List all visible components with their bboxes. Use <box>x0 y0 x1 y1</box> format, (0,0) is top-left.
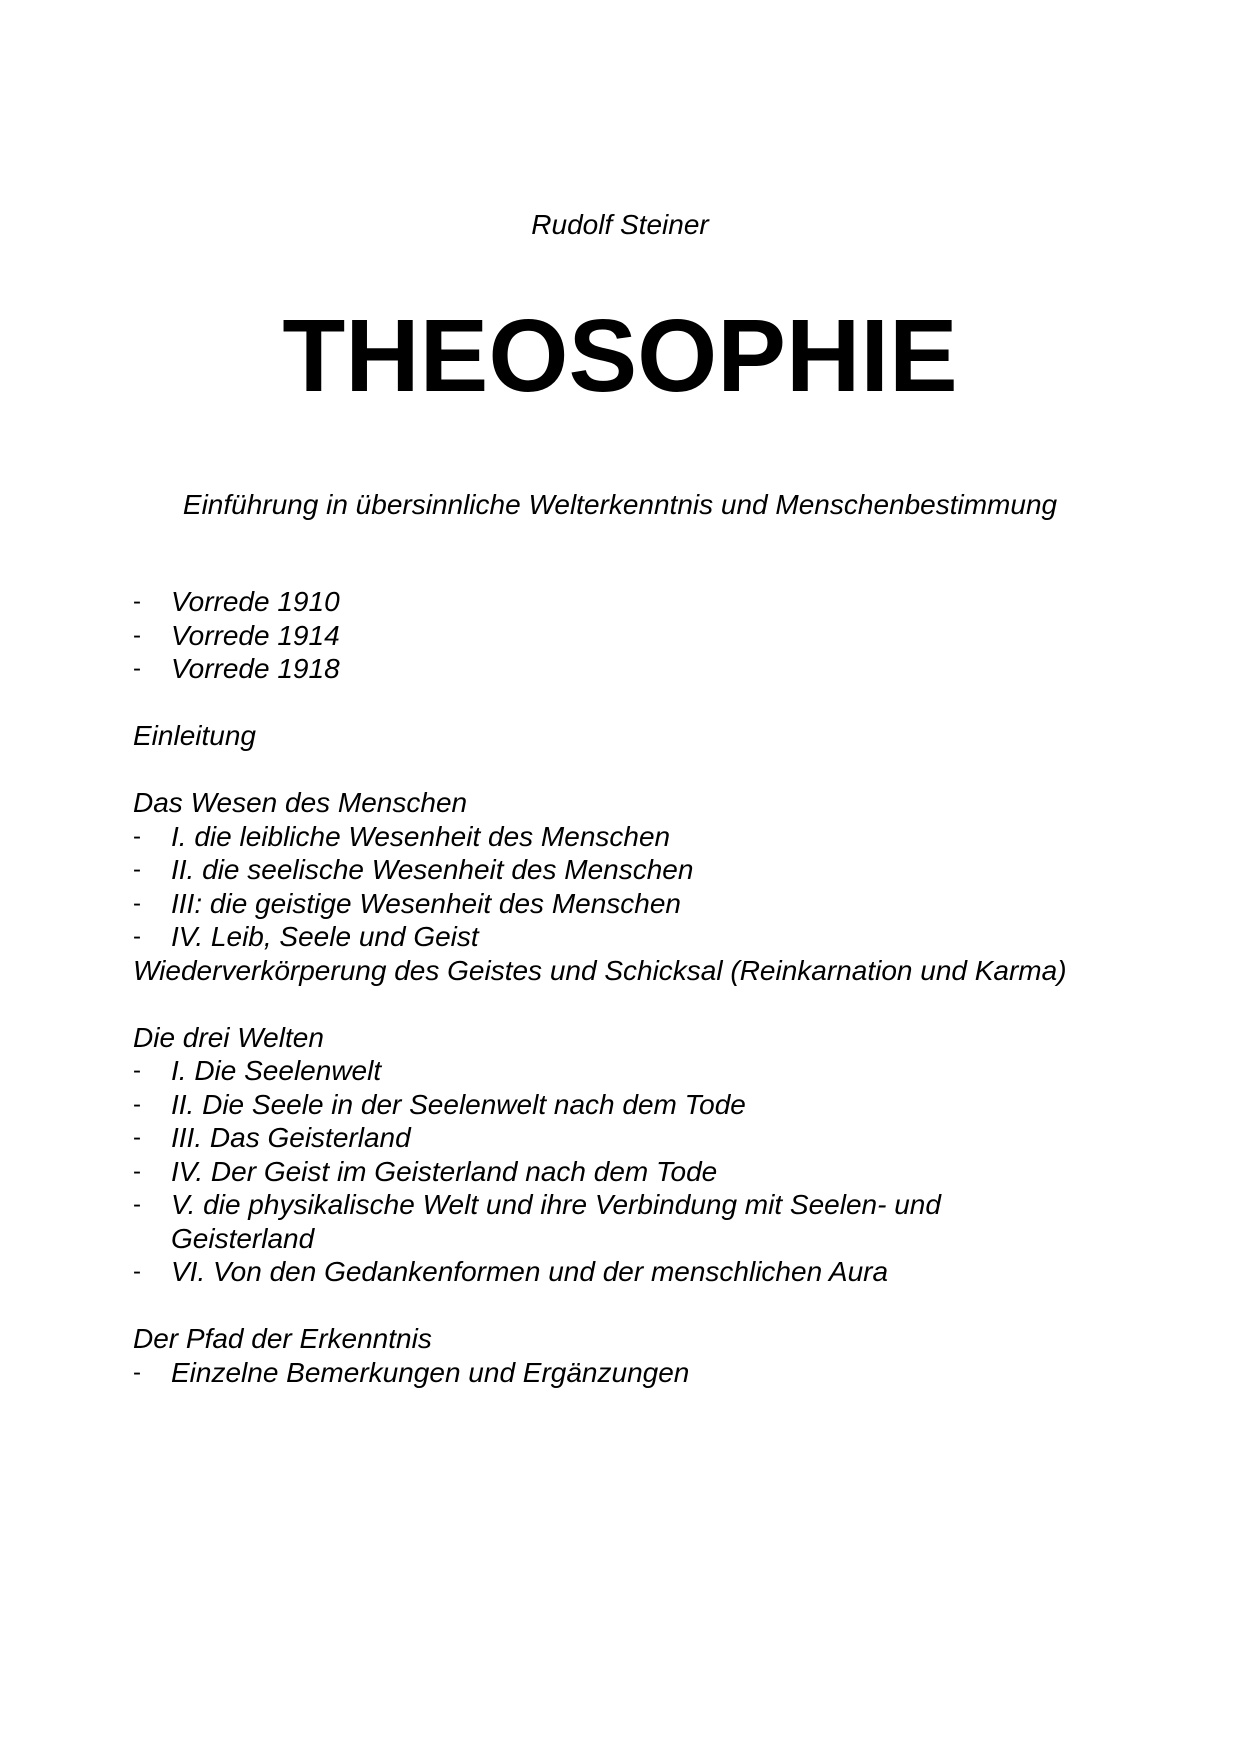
toc-group-pfad <box>133 1322 1213 1389</box>
toc-item <box>133 1054 1213 1088</box>
toc-item-label: V. die physikalische Welt und ihre Verbindung mit Seelen- und Geisterland <box>171 1189 941 1254</box>
bullet-dash: - <box>133 1157 141 1185</box>
toc-item <box>133 1255 1213 1289</box>
toc-heading-wiederverkoerperung: Wiederverkörperung des Geistes und Schicksal (Reinkarnation und Karma) <box>133 954 1067 986</box>
toc-item <box>133 585 1213 619</box>
bullet-dash: - <box>133 588 141 615</box>
toc-item-label: III: die geistige Wesenheit des Menschen <box>171 887 682 919</box>
toc-item <box>133 853 1213 887</box>
author-name: Rudolf Steiner <box>531 209 709 240</box>
toc-item <box>133 1188 1213 1255</box>
toc-group-wesen <box>133 786 1213 987</box>
toc-item-label: Vorrede 1914 <box>171 619 340 651</box>
toc-item <box>133 1155 1213 1189</box>
toc-item-label: II. Die Seele in der Seelenwelt nach dem Tode <box>171 1088 746 1120</box>
bullet-dash: - <box>133 621 141 649</box>
toc-item <box>133 920 1213 954</box>
toc-item <box>133 652 1213 686</box>
toc-item <box>133 1121 1213 1155</box>
bullet-dash: - <box>133 889 141 917</box>
bullet-dash: - <box>133 1191 141 1218</box>
book-title: THEOSOPHIE <box>282 298 958 413</box>
toc-item-label: IV. Der Geist im Geisterland nach dem Tode <box>171 1155 718 1187</box>
toc-heading-pfad: Der Pfad der Erkenntnis <box>133 1323 432 1354</box>
toc-item-label: III. Das Geisterland <box>171 1122 411 1153</box>
book-subtitle: Einführung in übersinnliche Welterkenntnis und Menschenbestimmung <box>182 489 1058 520</box>
toc-group-einleitung <box>133 719 1213 753</box>
toc-item <box>133 619 1213 653</box>
bullet-dash: - <box>133 1057 141 1084</box>
toc-group-welten <box>133 1021 1213 1289</box>
toc-item <box>133 1356 1213 1390</box>
toc-heading-wesen: Das Wesen des Menschen <box>133 787 468 818</box>
toc-item <box>133 887 1213 921</box>
bullet-dash: - <box>133 1124 141 1151</box>
bullet-dash: - <box>133 1358 141 1386</box>
toc-item-label: Vorrede 1910 <box>171 586 340 617</box>
toc-item-label: II. die seelische Wesenheit des Menschen <box>171 854 694 885</box>
toc-item-label: I. die leibliche Wesenheit des Menschen <box>171 820 671 852</box>
toc-item <box>133 1088 1213 1122</box>
toc-item-label: IV. Leib, Seele und Geist <box>171 921 479 952</box>
toc-item-label: I. Die Seelenwelt <box>171 1055 382 1086</box>
toc-item-label: Einzelne Bemerkungen und Ergänzungen <box>171 1356 690 1388</box>
toc-item-label: VI. Von den Gedankenformen und der menschlichen Aura <box>171 1256 889 1287</box>
bullet-dash: - <box>133 655 141 682</box>
toc-group-vorreden <box>133 585 1213 686</box>
toc-heading-einleitung: Einleitung <box>133 720 256 751</box>
bullet-dash: - <box>133 1258 141 1285</box>
toc-item-label: Vorrede 1918 <box>171 653 340 684</box>
toc-item <box>133 820 1213 854</box>
toc-heading-welten: Die drei Welten <box>133 1021 324 1053</box>
bullet-dash: - <box>133 856 141 883</box>
bullet-dash: - <box>133 1090 141 1118</box>
bullet-dash: - <box>133 822 141 850</box>
bullet-dash: - <box>133 923 141 950</box>
table-of-contents <box>133 585 1213 1389</box>
